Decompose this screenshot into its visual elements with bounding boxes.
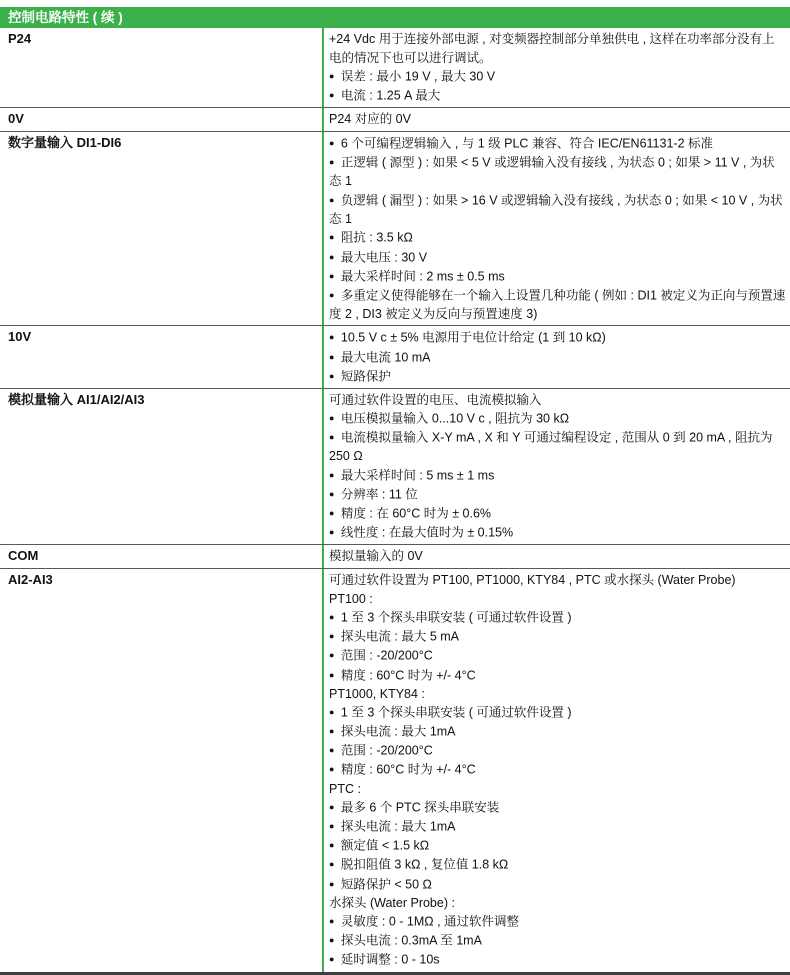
line-text: 范围 : -20/200°C: [340, 648, 433, 663]
line-text: 可通过软件设置为 PT100, PT1000, KTY84 , PTC 或水探头 (Water Probe): [329, 573, 736, 588]
bullet-icon: ●: [329, 878, 335, 889]
spec-value-cell: [322, 545, 790, 568]
bullet-icon: ●: [329, 745, 335, 756]
spec-line: [329, 153, 786, 191]
bullet-icon: ●: [329, 432, 335, 443]
bullet-icon: ●: [329, 707, 335, 718]
bullet-icon: ●: [329, 508, 335, 519]
line-text: PTC :: [329, 781, 361, 796]
spec-value-cell: [322, 132, 790, 325]
bullet-icon: ●: [329, 916, 335, 927]
spec-name-cell: 10V: [8, 329, 32, 345]
line-text: PT1000, KTY84 :: [329, 686, 425, 701]
spec-line: [329, 703, 786, 722]
line-text: P24 对应的 0V: [329, 112, 411, 127]
spec-line: [329, 409, 786, 428]
bullet-icon: ●: [329, 527, 335, 538]
spec-line: [329, 646, 786, 665]
spec-name-cell: AI2-AI3: [8, 572, 53, 588]
bullet-icon: ●: [329, 650, 335, 661]
bullet-icon: ●: [329, 351, 335, 362]
spec-line: [329, 367, 786, 386]
bullet-icon: ●: [329, 71, 335, 82]
spec-line: [329, 328, 786, 347]
line-text: 探头电流 : 最大 1mA: [340, 819, 456, 834]
spec-line: [329, 855, 786, 874]
spec-line: [329, 817, 786, 836]
spec-line: [329, 722, 786, 741]
spec-line: [329, 30, 786, 67]
table-row: [0, 28, 790, 107]
line-text: +24 Vdc 用于连接外部电源 , 对变频器控制部分单独供电 , 这样在功率部分没有上电的情况下也可以进行调试。: [329, 32, 775, 65]
spec-table: [0, 28, 790, 975]
spec-value-cell: [322, 28, 790, 107]
spec-line: [329, 798, 786, 817]
line-text: 范围 : -20/200°C: [340, 743, 433, 758]
bullet-icon: ●: [329, 270, 335, 281]
line-text: 可通过软件设置的电压、电流模拟输入: [329, 392, 542, 407]
spec-line: [329, 950, 786, 969]
line-text: 最大电压 : 30 V: [340, 250, 428, 265]
spec-name-cell: P24: [8, 31, 32, 46]
spec-value-cell: [322, 389, 790, 545]
spec-line: [329, 760, 786, 779]
spec-line: [329, 391, 786, 410]
line-text: 阻抗 : 3.5 kΩ: [340, 230, 413, 245]
line-text: 误差 : 最小 19 V , 最大 30 V: [340, 69, 496, 84]
line-text: 最大电流 10 mA: [340, 350, 431, 364]
line-text: 分辨率 : 11 位: [340, 487, 418, 502]
bullet-icon: ●: [329, 137, 335, 148]
line-text: 精度 : 60°C 时为 +/- 4°C: [340, 668, 476, 682]
spec-line: [329, 627, 786, 646]
spec-value-cell: [322, 108, 790, 131]
bullet-icon: ●: [329, 157, 335, 168]
spec-line: [329, 875, 786, 894]
line-text: 1 至 3 个探头串联安装 ( 可通过软件设置 ): [340, 610, 572, 625]
line-text: 模拟量输入的 0V: [329, 549, 423, 564]
spec-line: [329, 504, 786, 523]
line-text: 正逻辑 ( 源型 ) : 如果 < 5 V 或逻辑输入没有接线 , 为状态 0 ; 如果 > 11 V , 为状态 1: [329, 155, 775, 189]
line-text: 精度 : 60°C 时为 +/- 4°C: [340, 762, 476, 777]
line-text: 负逻辑 ( 漏型 ) : 如果 > 16 V 或逻辑输入没有接线 , 为状态 0 ; 如果 < 10 V , 为状态 1: [329, 193, 783, 226]
spec-line: [329, 228, 786, 247]
bullet-icon: ●: [329, 935, 335, 946]
spec-line: [329, 286, 786, 324]
spec-line: [329, 608, 786, 627]
bullet-icon: ●: [329, 669, 335, 680]
spec-line: [329, 110, 786, 129]
spec-name-cell: 模拟量输入 AI1/AI2/AI3: [8, 391, 145, 407]
line-text: PT100 :: [329, 591, 373, 606]
table-row: [0, 325, 790, 387]
spec-line: [329, 836, 786, 855]
spec-line: [329, 67, 786, 86]
line-text: 1 至 3 个探头串联安装 ( 可通过软件设置 ): [340, 705, 572, 720]
spec-line: [329, 590, 786, 609]
section-header: 控制电路特性 ( 续 ): [0, 7, 790, 28]
line-text: 水探头 (Water Probe) :: [329, 895, 455, 910]
spec-line: [329, 348, 786, 367]
line-text: 灵敏度 : 0 - 1MΩ , 通过软件调整: [340, 914, 520, 929]
line-text: 脱扣阻值 3 kΩ , 复位值 1.8 kΩ: [340, 857, 509, 872]
table-row: [0, 107, 790, 131]
bullet-icon: ●: [329, 489, 335, 500]
bullet-icon: ●: [329, 821, 335, 832]
line-text: 10.5 V c ± 5% 电源用于电位计给定 (1 到 10 kΩ): [340, 330, 606, 345]
bullet-icon: ●: [329, 802, 335, 813]
line-text: 最多 6 个 PTC 探头串联安装: [340, 800, 500, 815]
spec-line: [329, 571, 786, 590]
bullet-icon: ●: [329, 840, 335, 851]
line-text: 探头电流 : 0.3mA 至 1mA: [340, 933, 482, 948]
spec-line: [329, 485, 786, 504]
table-row: [0, 131, 790, 325]
spec-line: [329, 428, 786, 466]
spec-name-cell: 数字量输入 DI1-DI6: [8, 134, 122, 150]
spec-line: [329, 523, 786, 542]
line-text: 探头电流 : 最大 5 mA: [340, 629, 459, 644]
bullet-icon: ●: [329, 232, 335, 243]
line-text: 最大采样时间 : 2 ms ± 0.5 ms: [340, 269, 505, 284]
bullet-icon: ●: [329, 332, 335, 343]
spec-line: [329, 267, 786, 286]
spec-line: [329, 931, 786, 950]
line-text: 多重定义使得能够在一个输入上设置几种功能 ( 例如 : DI1 被定义为正向与预置速度 2 , DI3 被定义为反向与预置速度 3): [329, 288, 786, 321]
bullet-icon: ●: [329, 954, 335, 965]
line-text: 短路保护: [340, 369, 391, 384]
line-text: 延时调整 : 0 - 10s: [340, 952, 440, 967]
spec-name-cell: 0V: [8, 111, 24, 127]
spec-line: [329, 894, 786, 913]
line-text: 探头电流 : 最大 1mA: [340, 724, 456, 739]
spec-line: [329, 666, 786, 685]
line-text: 电压模拟量输入 0...10 V c , 阻抗为 30 kΩ: [340, 411, 570, 426]
line-text: 精度 : 在 60°C 时为 ± 0.6%: [340, 506, 492, 521]
spec-line: [329, 685, 786, 704]
spec-line: [329, 780, 786, 799]
bullet-icon: ●: [329, 726, 335, 737]
spec-line: [329, 86, 786, 105]
bullet-icon: ●: [329, 194, 335, 205]
table-row: [0, 544, 790, 568]
spec-line: [329, 912, 786, 931]
spec-line: [329, 547, 786, 566]
bullet-icon: ●: [329, 251, 335, 262]
line-text: 6 个可编程逻辑输入 , 与 1 级 PLC 兼容、符合 IEC/EN61131-2 标准: [340, 136, 713, 151]
bullet-icon: ●: [329, 90, 335, 101]
spec-name-cell: COM: [8, 548, 39, 564]
line-text: 额定值 < 1.5 kΩ: [340, 838, 430, 853]
table-row: [0, 388, 790, 545]
line-text: 电流模拟量输入 X-Y mA , X 和 Y 可通过编程设定 , 范围从 0 到 20 mA , 阻抗为 250 Ω: [329, 430, 773, 464]
spec-line: [329, 466, 786, 485]
spec-line: [329, 191, 786, 229]
bullet-icon: ●: [329, 612, 335, 623]
line-text: 最大采样时间 : 5 ms ± 1 ms: [340, 468, 495, 483]
bullet-icon: ●: [329, 289, 335, 300]
bullet-icon: ●: [329, 370, 335, 381]
spec-line: [329, 134, 786, 153]
spec-value-cell: [322, 326, 790, 387]
spec-line: [329, 741, 786, 760]
bullet-icon: ●: [329, 764, 335, 775]
bullet-icon: ●: [329, 413, 335, 424]
line-text: 线性度 : 在最大值时为 ± 0.15%: [340, 525, 514, 540]
spec-line: [329, 248, 786, 267]
spec-value-cell: [322, 569, 790, 971]
line-text: 短路保护 < 50 Ω: [340, 877, 432, 892]
line-text: 电流 : 1.25 A 最大: [340, 88, 441, 103]
bullet-icon: ●: [329, 631, 335, 642]
bullet-icon: ●: [329, 470, 335, 481]
bullet-icon: ●: [329, 859, 335, 870]
